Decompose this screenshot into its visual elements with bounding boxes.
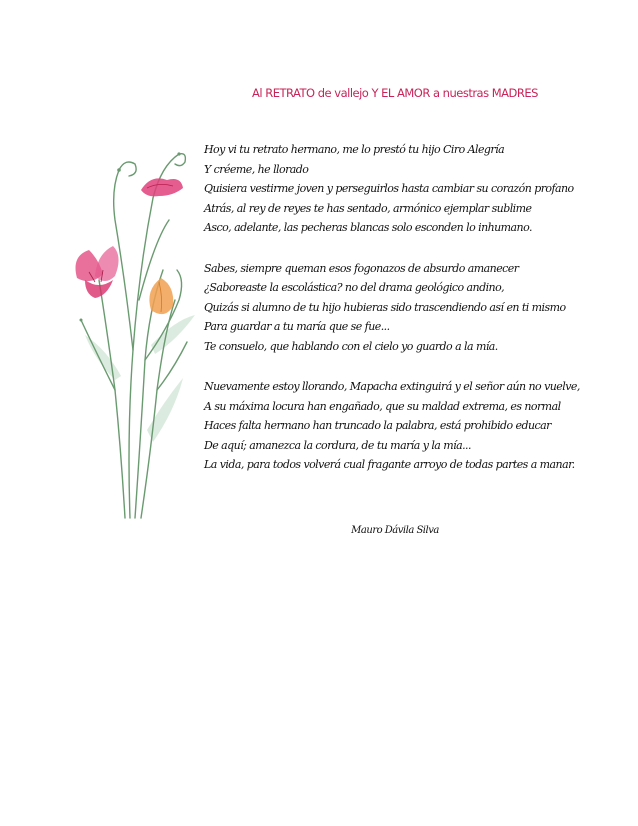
poem-line: Sabes, siempre queman esos fogonazos de absurdo amanecer — [204, 261, 519, 275]
stanza — [204, 377, 624, 475]
poem-line: Hoy vi tu retrato hermano, me lo prestó tu hijo Ciro Alegría — [204, 143, 505, 156]
poem-line: Asco, adelante, las pecheras blancas solo esconden lo inhumano. — [204, 221, 532, 234]
poem-line: Para guardar a tu maría que se fue... — [204, 320, 390, 333]
poem-line: Haces falta hermano han truncado la palabra, está prohibido educar — [204, 419, 551, 432]
poem-line: ¿Saboreaste la escolástica? no del drama geológico andino, — [204, 281, 505, 294]
poem-line: Quizás si alumno de tu hijo hubieras sido trascendiendo así en ti mismo — [204, 300, 566, 314]
poem-line: Nuevamente estoy llorando, Mapacha extinguirá y el señor aún no vuelve, — [204, 380, 580, 393]
poem-line: Y créeme, he llorado — [204, 162, 309, 176]
poem-line: Te consuelo, que hablando con el cielo yo guardo a la mía. — [204, 339, 498, 353]
poem-line: A su máxima locura han engañado, que su maldad extrema, es normal — [204, 399, 561, 413]
poem-title: Al RETRATO de vallejo Y EL AMOR a nuestras MADRES — [252, 86, 538, 100]
poem-line: Atrás, al rey de reyes te has sentado, armónico ejemplar sublime — [204, 201, 532, 215]
stanza — [204, 259, 624, 357]
author-signature: Mauro Dávila Silva — [351, 525, 439, 536]
flower-illustration — [55, 130, 205, 520]
poem-body — [204, 140, 624, 496]
poem-line: Quisiera vestirme joven y perseguirlos hasta cambiar su corazón profano — [204, 182, 574, 195]
poem-line: De aquí; amanezca la cordura, de tu maría y la mía... — [204, 438, 471, 452]
stanza — [204, 140, 624, 238]
poem-line: La vida, para todos volverá cual fragante arroyo de todas partes a manar. — [204, 458, 575, 471]
